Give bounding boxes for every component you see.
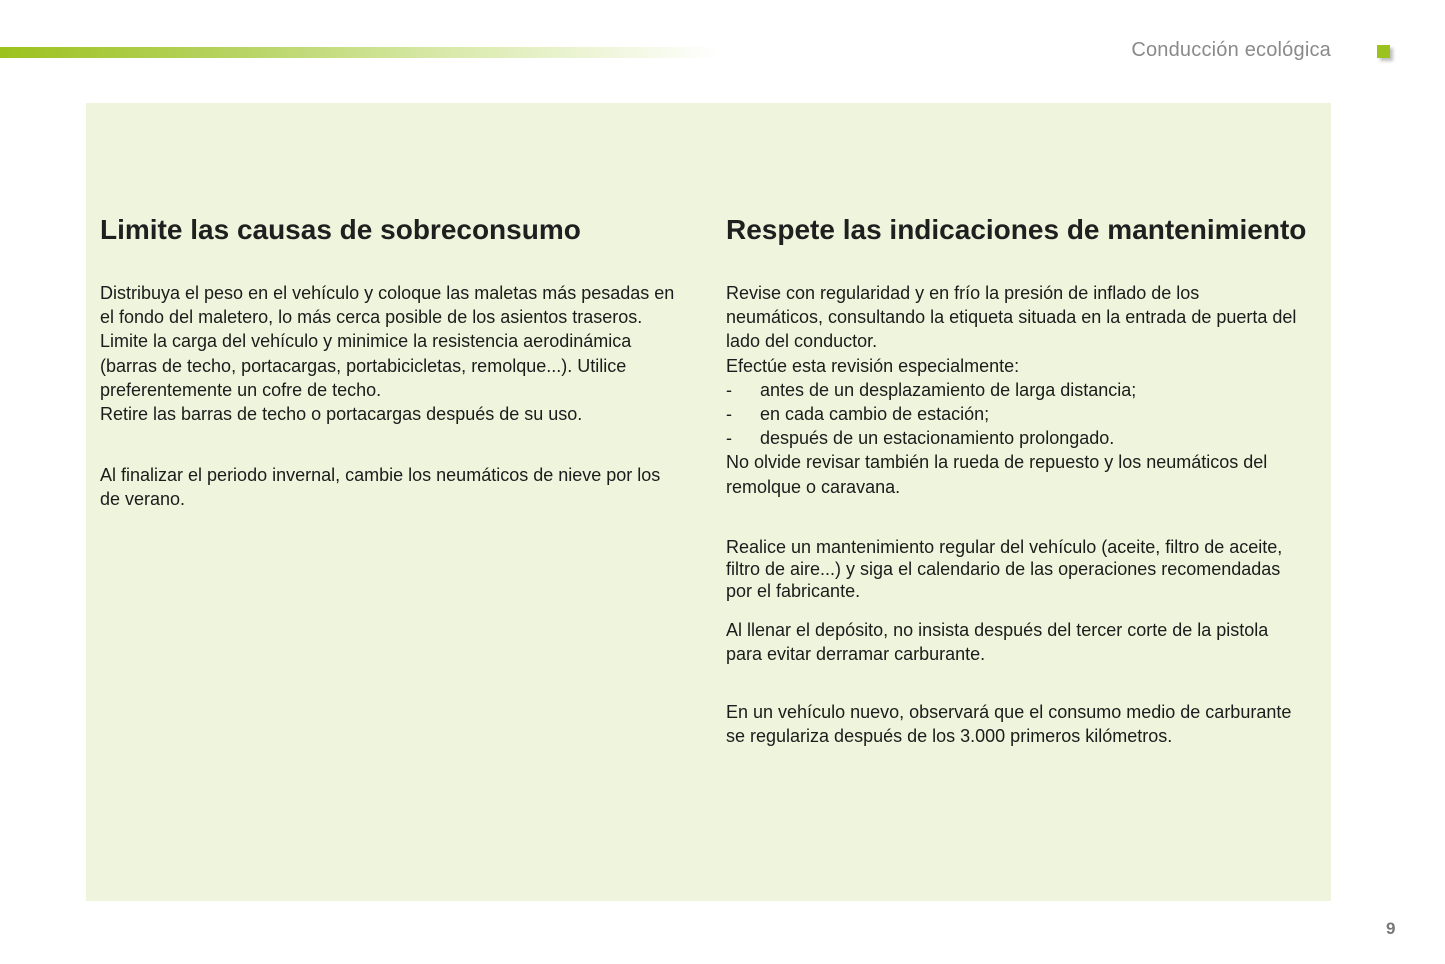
dash-bullet: - bbox=[726, 404, 732, 425]
maintenance-paragraph bbox=[726, 536, 1326, 602]
tire-pressure-paragraph bbox=[726, 281, 1326, 378]
text-line: de verano. bbox=[100, 489, 186, 510]
dash-bullet: - bbox=[726, 428, 732, 449]
text-line: remolque o caravana. bbox=[726, 476, 901, 497]
text-line: Al finalizar el periodo invernal, cambie los neumáticos de nieve por los bbox=[100, 465, 661, 486]
dash-bullet: - bbox=[726, 379, 732, 400]
fuel-paragraph bbox=[726, 618, 1326, 666]
right-heading: Respete las indicaciones de mantenimiento bbox=[726, 214, 1307, 245]
text-line: filtro de aire...) y siga el calendario de las operaciones recomendadas bbox=[726, 558, 1281, 579]
text-line: Distribuya el peso en el vehículo y coloque las maletas más pesadas en bbox=[100, 283, 675, 303]
text-line: No olvide revisar también la rueda de repuesto y los neumáticos del bbox=[726, 452, 1268, 473]
header-accent-bar bbox=[0, 47, 720, 58]
text-line: Retire las barras de techo o portacargas después de su uso. bbox=[100, 404, 583, 425]
text-line: Efectúe esta revisión especialmente: bbox=[726, 355, 1020, 376]
list-item-text: después de un estacionamiento prolongado. bbox=[760, 428, 1115, 449]
left-column bbox=[100, 213, 700, 512]
text-line: el fondo del maletero, lo más cerca posible de los asientos traseros. bbox=[100, 307, 643, 328]
text-line: para evitar derramar carburante. bbox=[726, 644, 986, 665]
content-panel bbox=[86, 103, 1331, 901]
left-paragraph-1 bbox=[100, 281, 700, 426]
spare-wheel-paragraph bbox=[726, 450, 1326, 498]
text-line: (barras de techo, portacargas, portabicicletas, remolque...). Utilice bbox=[100, 355, 627, 376]
list-item-text: antes de un desplazamiento de larga distancia; bbox=[760, 379, 1137, 400]
text-line: Al llenar el depósito, no insista después del tercer corte de la pistola bbox=[726, 619, 1269, 640]
text-line: por el fabricante. bbox=[726, 580, 861, 601]
text-line: Revise con regularidad y en frío la presión de inflado de los bbox=[726, 283, 1200, 303]
list-item bbox=[726, 378, 1326, 402]
left-heading: Limite las causas de sobreconsumo bbox=[100, 214, 581, 245]
section-marker-square-icon bbox=[1377, 45, 1390, 58]
list-item-text: en cada cambio de estación; bbox=[760, 404, 990, 425]
text-line: Limite la carga del vehículo y minimice la resistencia aerodinámica bbox=[100, 331, 632, 352]
text-line: lado del conductor. bbox=[726, 331, 878, 352]
list-item bbox=[726, 402, 1326, 426]
check-list bbox=[726, 378, 1326, 451]
left-paragraph-2 bbox=[100, 463, 700, 511]
text-line: neumáticos, consultando la etiqueta situada en la entrada de puerta del bbox=[726, 307, 1297, 328]
section-title: Conducción ecológica bbox=[1131, 39, 1331, 61]
text-line: Realice un mantenimiento regular del vehículo (aceite, filtro de aceite, bbox=[726, 536, 1283, 557]
right-column bbox=[726, 213, 1326, 749]
text-line: preferentemente un cofre de techo. bbox=[100, 379, 382, 400]
text-line: se regulariza después de los 3.000 primeros kilómetros. bbox=[726, 726, 1173, 747]
page-number: 9 bbox=[1386, 919, 1396, 938]
new-vehicle-paragraph bbox=[726, 700, 1326, 748]
list-item bbox=[726, 426, 1326, 450]
text-line: En un vehículo nuevo, observará que el consumo medio de carburante bbox=[726, 702, 1292, 723]
